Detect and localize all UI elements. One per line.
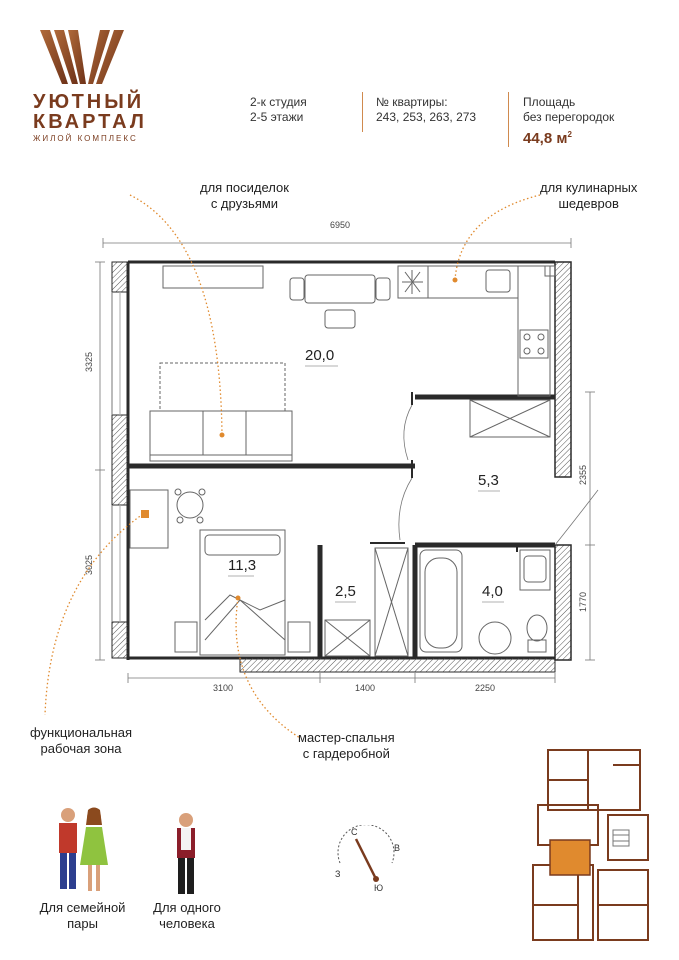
area-value: 44,8 [523, 130, 553, 147]
compass-icon [330, 825, 410, 891]
label-single: Для одного человека [153, 900, 221, 931]
note-workzone: функциональная рабочая зона [30, 725, 133, 756]
note-friends: для посиделок с друзьями [200, 180, 289, 211]
label-couple: Для семейной пары [39, 900, 126, 931]
apartment-numbers: № квартиры: 243, 253, 263, 273 [376, 95, 477, 124]
dim-right-upper: 2355 [578, 464, 588, 485]
highlighted-apartment [550, 840, 590, 875]
brand-name-line2: КВАРТАЛ [33, 111, 147, 133]
single-person-icon [168, 810, 204, 898]
room-bedroom-area: 11,3 [228, 557, 257, 574]
room-bath-area: 4,0 [482, 583, 503, 600]
dim-top: 6950 [330, 220, 351, 230]
room-wardrobe-area: 2,5 [335, 583, 356, 600]
room-hall-area: 5,3 [478, 472, 499, 489]
compass-north: С [351, 827, 358, 837]
area-info: Площадь без перегородок 44,8 $м^2$ [523, 95, 615, 147]
note-cooking: для кулинарных шедевров [540, 180, 638, 211]
compass-west: З [335, 869, 341, 879]
compass-east: В [394, 843, 401, 853]
dim-bottom-1: 3100 [213, 683, 234, 693]
dim-bottom-2: 1400 [355, 683, 376, 693]
area-unit: м [556, 130, 568, 147]
brand-subtitle: ЖИЛОЙ КОМПЛЕКС [33, 134, 138, 143]
couple-icon [48, 805, 118, 897]
dim-left-upper: 3325 [84, 351, 94, 372]
dim-right-lower: 1770 [578, 591, 588, 612]
apartment-type: 2-к студия 2-5 этажи [250, 95, 307, 124]
compass-south: Ю [374, 883, 384, 891]
dim-bottom-3: 2250 [475, 683, 496, 693]
brand-name-line1: УЮТНЫЙ [33, 91, 145, 113]
room-living-area: 20,0 [305, 347, 335, 364]
dim-left-lower: 3025 [84, 554, 94, 575]
building-floor-map [518, 745, 660, 945]
note-master-bedroom: мастер-спальня с гардеробной [298, 730, 395, 761]
